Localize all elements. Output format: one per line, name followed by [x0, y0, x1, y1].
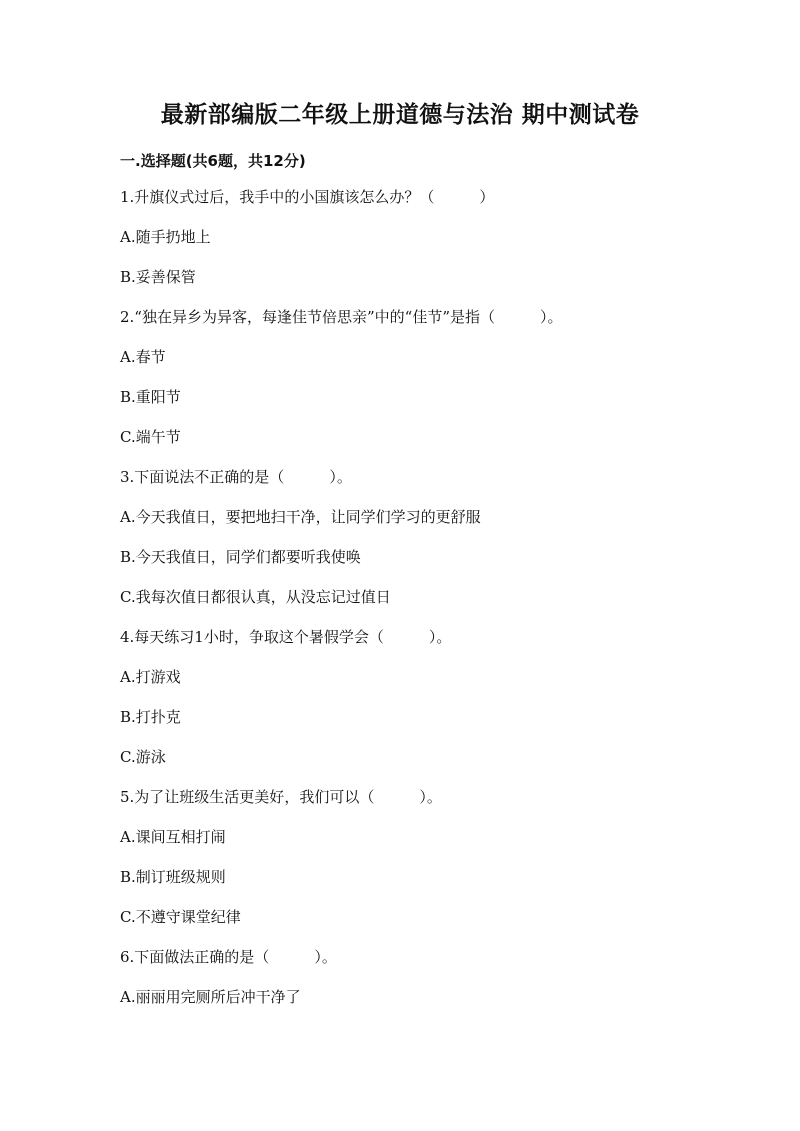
- section-heading: 一.选择题(共6题，共12分): [120, 152, 306, 170]
- question-4-option-c: C.游泳: [120, 748, 166, 766]
- question-2-option-b: B.重阳节: [120, 388, 181, 406]
- question-3-option-c: C.我每次值日都很认真，从没忘记过值日: [120, 588, 391, 606]
- question-2: 2.“独在异乡为异客，每逢佳节倍思亲”中的“佳节”是指（ ）。: [120, 308, 563, 326]
- question-6-option-a: A.丽丽用完厕所后冲干净了: [120, 988, 301, 1006]
- question-4-option-b: B.打扑克: [120, 708, 181, 726]
- question-2-option-a: A.春节: [120, 348, 166, 366]
- question-5: 5.为了让班级生活更美好，我们可以（ ）。: [120, 788, 442, 806]
- question-2-option-c: C.端午节: [120, 428, 181, 446]
- question-4: 4.每天练习1小时，争取这个暑假学会（ ）。: [120, 628, 452, 646]
- question-3-option-a: A.今天我值日，要把地扫干净，让同学们学习的更舒服: [120, 508, 481, 526]
- question-5-option-b: B.制订班级规则: [120, 868, 226, 886]
- question-1-option-b: B.妥善保管: [120, 268, 196, 286]
- question-1: 1.升旗仪式过后，我手中的小国旗该怎么办？（ ）: [120, 188, 495, 206]
- question-4-option-a: A.打游戏: [120, 668, 181, 686]
- question-3-option-b: B.今天我值日，同学们都要听我使唤: [120, 548, 361, 566]
- question-5-option-a: A.课间互相打闹: [120, 828, 226, 846]
- page-title: 最新部编版二年级上册道德与法治 期中测试卷: [160, 102, 640, 128]
- question-5-option-c: C.不遵守课堂纪律: [120, 908, 241, 926]
- question-6: 6.下面做法正确的是（ ）。: [120, 948, 337, 966]
- question-list: [120, 186, 720, 1026]
- question-1-option-a: A.随手扔地上: [120, 228, 211, 246]
- question-3: 3.下面说法不正确的是（ ）。: [120, 468, 352, 486]
